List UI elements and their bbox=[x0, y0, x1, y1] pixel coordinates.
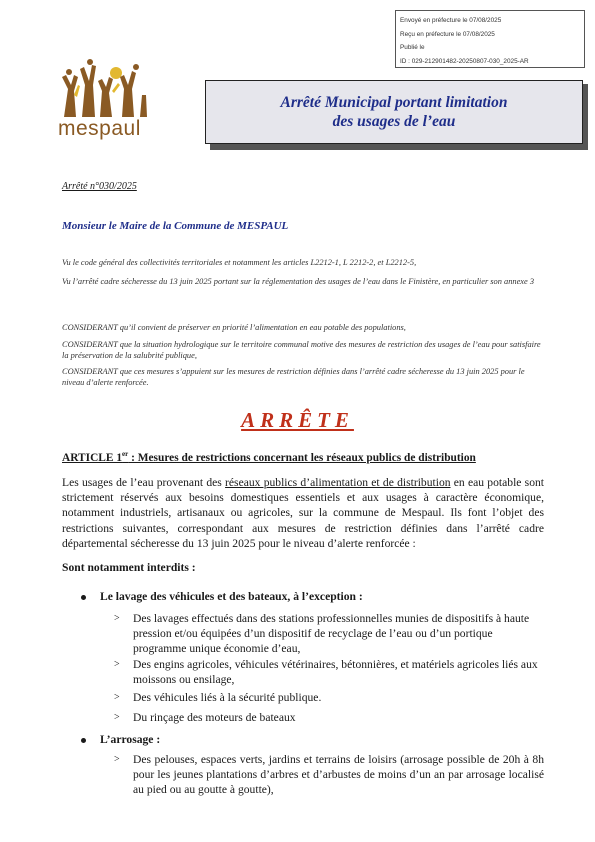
article-1-paragraph bbox=[62, 475, 544, 551]
paragraph-part-1: Les usages de l’eau provenant des bbox=[62, 476, 226, 489]
sub-item-text: Des engins agricoles, véhicules vétérinaires, bétonnières, et matériels agricoles liés aux moissons ou ensilage, bbox=[133, 658, 538, 686]
sub-item bbox=[114, 710, 544, 725]
arrow-bullet-icon: > bbox=[114, 754, 120, 765]
arrow-bullet-icon: > bbox=[114, 659, 120, 670]
paragraph-part-2: en eau potable sont strictement réservés aux besoins domestiques essentiels et aux usages à caractère économique, notamment industriels, artisanaux ou agricoles, sur la commune de Mespaul. Ils font l’objet des restrictions suivantes, correspondant aux mesures de restriction définies dans l’arrêté cadre départemental sécheresse du 13 juin 2025 pour le niveau d’alerte renforcée : bbox=[62, 476, 545, 550]
stamp-id: ID : 029-212901482-20250807-030_2025-AR bbox=[400, 57, 529, 65]
sub-item bbox=[114, 752, 544, 797]
visa-1: Vu le code général des collectivités territoriales et notamment les articles L2212-1, L 2212-2, et L2212-5, bbox=[62, 258, 417, 267]
prefecture-stamp bbox=[395, 10, 585, 68]
stamp-published: Publié le bbox=[400, 44, 425, 51]
arrow-bullet-icon: > bbox=[114, 692, 120, 703]
arrow-bullet-icon: > bbox=[114, 613, 120, 624]
bullet-dot-icon bbox=[81, 738, 86, 743]
article-1-text: : Mesures de restrictions concernant les réseaux publics de distribution bbox=[128, 451, 476, 464]
interdits-label: Sont notamment interdits : bbox=[62, 561, 196, 574]
article-1-title bbox=[62, 450, 476, 464]
logo-figures-icon bbox=[52, 55, 162, 121]
stamp-received: Reçu en préfecture le 07/08/2025 bbox=[400, 30, 495, 38]
sub-item-text: Du rinçage des moteurs de bateaux bbox=[133, 711, 296, 724]
bullet-dot-icon bbox=[81, 595, 86, 600]
sub-item-text: Des véhicules liés à la sécurité publique. bbox=[133, 691, 322, 704]
article-1-label: ARTICLE 1 bbox=[62, 451, 123, 464]
considerant-3: CONSIDERANT que ces mesures s’appuient sur les mesures de restriction définies dans l’arrêté cadre sécheresse du 13 juin 2025 pour le niveau d’alerte renforcée. bbox=[62, 367, 525, 387]
stamp-sent: Envoyé en préfecture le 07/08/2025 bbox=[400, 17, 502, 24]
sub-item bbox=[114, 690, 544, 705]
considerant-2: CONSIDERANT que la situation hydrologique sur le territoire communal motive des mesures de restriction des usages de l’eau pour satisfaire la préservation de la salubrité publique, bbox=[62, 340, 541, 360]
considerant-1: CONSIDERANT qu’il convient de préserver en priorité l’alimentation en eau potable des populations, bbox=[62, 323, 406, 332]
title-line-1: Arrêté Municipal portant limitation bbox=[280, 94, 508, 111]
title-line-2: des usages de l’eau bbox=[332, 113, 456, 130]
bullet-lavage-label: Le lavage des véhicules et des bateaux, à l’exception : bbox=[100, 590, 363, 603]
mespaul-logo bbox=[52, 55, 162, 147]
sub-item bbox=[114, 657, 544, 687]
sub-item-text: Des pelouses, espaces verts, jardins et terrains de loisirs (arrosage possible de 20h à 8h pour les jeunes plantations d’arbres et d’arbustes de moins d’un an par arrosage localisé au pied ou au goutte à goutte), bbox=[133, 753, 544, 796]
arrow-bullet-icon: > bbox=[114, 712, 120, 723]
sub-item bbox=[114, 611, 544, 656]
maire-line: Monsieur le Maire de la Commune de MESPAUL bbox=[62, 220, 289, 232]
paragraph-underlined: réseaux publics d’alimentation et de distribution bbox=[225, 476, 451, 489]
bullet-arrosage bbox=[100, 733, 160, 746]
arrete-heading: ARRÊTE bbox=[241, 408, 354, 432]
logo-wordmark: mespaul bbox=[58, 117, 141, 140]
visa-2: Vu l’arrêté cadre sécheresse du 13 juin 2025 portant sur la réglementation des usages de l’eau dans le Finistère, en particulier son annexe 3 bbox=[62, 277, 535, 286]
article-1-sup: er bbox=[122, 450, 129, 458]
arrete-number: Arrêté n°030/2025 bbox=[62, 181, 137, 192]
document-title-box bbox=[205, 80, 583, 144]
bullet-arrosage-label: L’arrosage : bbox=[100, 733, 161, 746]
bullet-lavage bbox=[100, 590, 363, 603]
sub-item-text: Des lavages effectués dans des stations professionnelles munies de dispositifs à haute pression et/ou équipées d’un dispositif de recyclage de l’eau ou d’un portique programme unique économie d’eau, bbox=[133, 612, 530, 655]
